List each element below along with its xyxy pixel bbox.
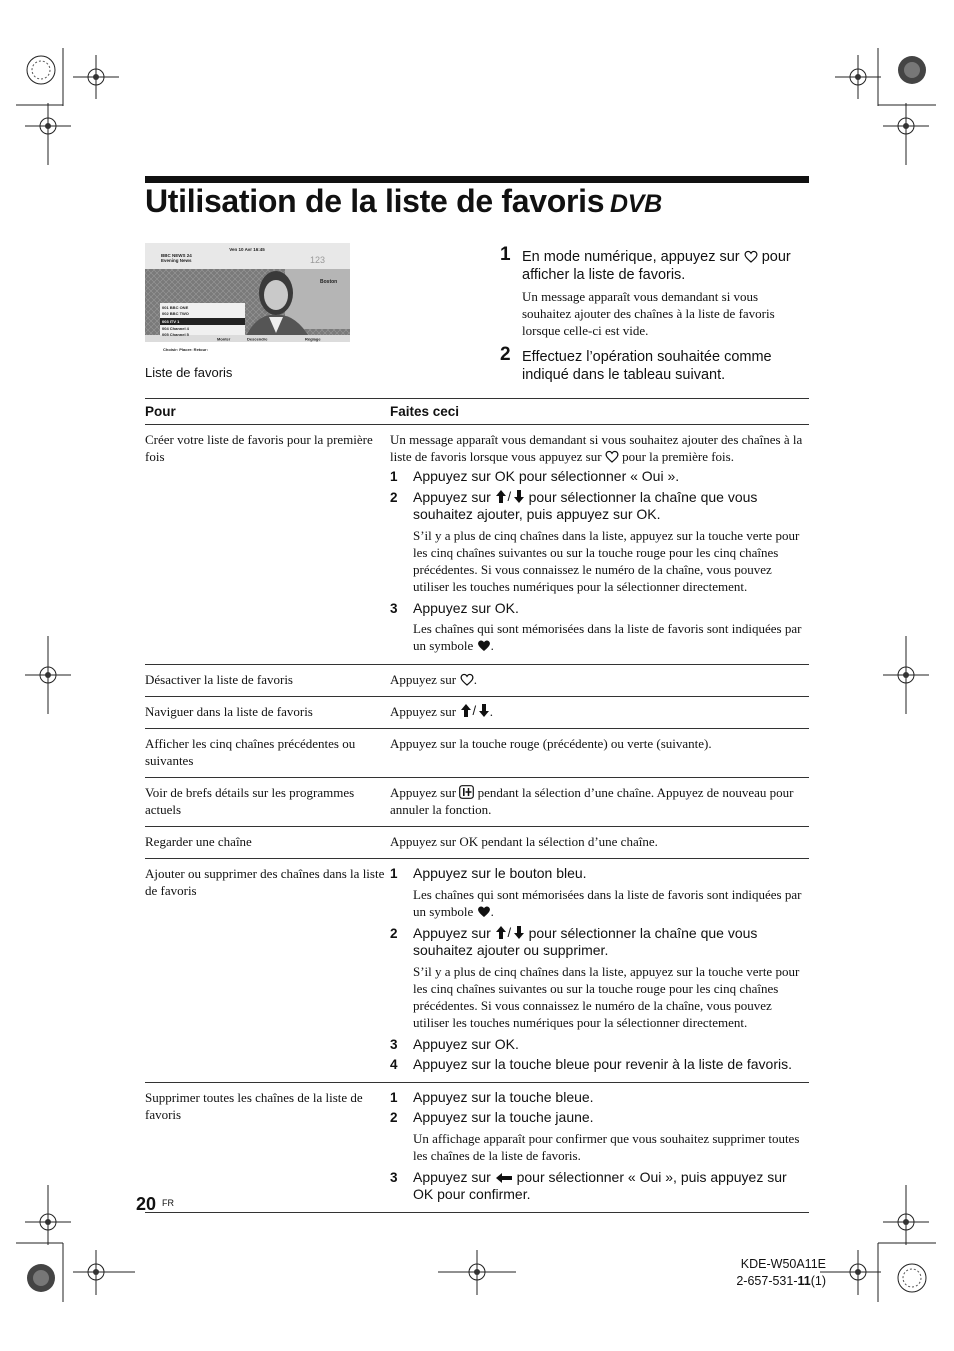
svg-text:/: /: [507, 924, 511, 940]
list-item: 4 Appuyez sur la touche bleue pour revenir à la liste de favoris.: [390, 1056, 809, 1074]
row-content: [390, 859, 809, 1083]
list-item-note-text: Les chaînes qui sont mémorisées dans la liste de favoris sont indiquées par un symbole: [413, 886, 802, 919]
screen-bottom: Choisir: Placer: Retour:: [163, 347, 208, 352]
heart-outline-icon: [460, 673, 474, 686]
list-item-note: S’il y a plus de cinq chaînes dans la liste, appuyez sur la touche verte pour les cinq chaînes suivantes ou sur la touche rouge pour les cinq chaînes précédentes. Si vous connaissez le numéro de la chaîne, vous pouvez utiliser les touches numériques pour la sélectionner directement.: [413, 527, 800, 594]
row-text: Appuyez sur: [390, 785, 457, 800]
list-item: 1 Appuyez sur le bouton bleu. Les chaînes qui sont mémorisées dans la liste de favoris sont indiquées par un symbole .: [390, 865, 809, 922]
screen-program: BBC NEWS 24: [161, 253, 192, 258]
model-number: KDE-W50A11E: [740, 1257, 826, 1271]
screen-channel: 005 Channel 5: [162, 332, 189, 337]
list-item: 3 Appuyez sur OK.: [390, 1036, 809, 1054]
list-item: 1 Appuyez sur OK pour sélectionner « Oui ».: [390, 468, 809, 486]
left-arrow-icon: [495, 1172, 513, 1184]
dvb-logo-icon: [610, 191, 668, 215]
list-item-note: S’il y a plus de cinq chaînes dans la liste, appuyez sur la touche verte pour les cinq chaînes suivantes ou sur la touche rouge pour les cinq chaînes précédentes. Si vous connaissez le numéro de la chaîne, vous pouvez utiliser les touches numériques pour la sélectionner directement.: [413, 963, 800, 1030]
tv-screen-illustration: [145, 243, 350, 358]
up-down-arrows-icon: [495, 925, 525, 940]
row-text: Appuyez sur: [390, 672, 457, 687]
screen-bar-label: Réglage: [305, 336, 321, 342]
list-item-text: Appuyez sur le bouton bleu.: [413, 865, 587, 881]
list-item: 2 Appuyez sur / pour sélectionner la chaîne que vous souhaitez ajouter, puis appuyez sur OK. S’il y a plus de cinq chaînes dans la liste, appuyez sur la touche verte pour les cinq chaînes suivantes ou sur la touche rouge pour les cinq chaînes précédentes. Si vous connaissez le numéro de la chaîne, vous pouvez utiliser les touches numériques pour la sélectionner directement.: [390, 489, 809, 597]
screen-city: Boston: [320, 279, 338, 285]
figure-caption: Liste de favoris: [145, 365, 233, 380]
info-button-icon: [459, 785, 474, 799]
row-label: Supprimer toutes les chaînes de la liste de favoris: [145, 1082, 390, 1212]
screen-bar-label: Monter: [217, 336, 231, 342]
screen-channel: 002 BBC TWO: [162, 311, 189, 316]
row-intro: [390, 431, 809, 465]
row-content: [390, 729, 809, 778]
row-label: Regarder une chaîne: [145, 827, 390, 859]
code-suffix: (1): [810, 1274, 826, 1288]
heart-outline-icon: [605, 450, 619, 463]
list-item: 3 Appuyez sur pour sélectionner « Oui », puis appuyez sur OK pour confirmer.: [390, 1168, 787, 1202]
header-faites-ceci: Faites ceci: [390, 399, 809, 425]
table-row: [145, 778, 809, 827]
row-intro-text: Un message apparaît vous demandant si vous souhaitez ajouter des chaînes à la liste de favoris lorsque vous appuyez sur: [390, 432, 803, 464]
step-number: 2: [500, 344, 511, 365]
list-item-text: Appuyez sur: [413, 1168, 491, 1185]
heart-outline-icon: [744, 250, 758, 263]
dvb-logo-text: DVB: [610, 191, 663, 215]
row-label: Afficher les cinq chaînes précédentes ou suivantes: [145, 729, 390, 778]
list-item: 2 Appuyez sur la touche jaune. Un affichage apparaît pour confirmer que vous souhaitez supprimer toutes les chaînes de la liste de favoris.: [390, 1109, 809, 1166]
list-item-text: Appuyez sur OK.: [413, 1035, 519, 1052]
row-content: [390, 425, 809, 665]
screen-number: 123: [310, 255, 326, 265]
row-text: Appuyez sur la touche rouge (précédente) ou verte (suivante).: [390, 736, 712, 751]
row-content: [390, 827, 809, 859]
screen-channel: 003 ITV 1: [162, 319, 180, 324]
list-item: 1 Appuyez sur la touche bleue.: [390, 1089, 809, 1107]
row-content: Appuyez sur .: [390, 665, 809, 697]
step-2: Effectuez l’opération souhaitée comme indiqué dans le tableau suivant.: [522, 349, 772, 383]
row-label: Créer votre liste de favoris pour la première fois: [145, 425, 390, 665]
page-title: [145, 183, 668, 220]
list-item-text-end: pour sélectionner la chaîne que vous souhaitez ajouter, puis appuyez sur OK.: [413, 488, 758, 522]
row-label: Naviguer dans la liste de favoris: [145, 697, 390, 729]
step-number: 1: [500, 244, 511, 265]
list-item-note: Les chaînes qui sont mémorisées dans la liste de favoris sont indiquées par un symbole .: [413, 886, 802, 919]
list-item: 2 Appuyez sur / pour sélectionner la chaîne que vous souhaitez ajouter ou supprimer. S’il y a plus de cinq chaînes dans la liste, appuyez sur la touche verte pour les cinq chaînes suivantes ou sur la touche rouge pour les cinq chaînes précédentes. Si vous connaissez le numéro de la chaîne, vous pouvez utiliser les touches numériques pour la sélectionner directement.: [390, 925, 809, 1033]
screen-program-sub: Evening News: [161, 258, 192, 263]
svg-text:/: /: [472, 703, 476, 718]
step-1: [522, 248, 812, 339]
up-down-arrows-icon: [495, 489, 525, 504]
table-row: [145, 827, 809, 859]
row-intro-end: pour la première fois.: [622, 449, 734, 464]
page-language: FR: [162, 1198, 174, 1208]
step-1-note: Un message apparaît vous demandant si vous souhaitez ajouter des chaînes à la liste de favoris lorsque celle-ci est vide.: [522, 289, 775, 338]
table-row: [145, 665, 809, 697]
page-number: 20: [136, 1194, 157, 1214]
row-text-end: pendant la sélection d’une chaîne. Appuyez de nouveau pour annuler la fonction.: [390, 785, 794, 817]
list-item-text: Appuyez sur OK pour sélectionner « Oui ».: [413, 468, 680, 484]
table-header: [145, 399, 809, 425]
code-prefix: 2-657-531-: [736, 1274, 798, 1288]
screen-channel: 001 BBC ONE: [162, 305, 189, 310]
row-text: Appuyez sur: [390, 704, 457, 719]
table-row: [145, 729, 809, 778]
row-content: [390, 778, 809, 827]
title-rule: [145, 176, 809, 183]
list-item-note-text: Les chaînes qui sont mémorisées dans la liste de favoris sont indiquées par un symbole: [413, 621, 802, 653]
header-pour: Pour: [145, 399, 390, 425]
table-row: [145, 425, 809, 665]
table-row: [145, 697, 809, 729]
list-item-text: Appuyez sur la touche bleue.: [413, 1088, 594, 1105]
tv-screen-graphic: [145, 243, 350, 358]
title-text: Utilisation de la liste de favoris: [145, 183, 605, 219]
list-item: 3 Appuyez sur OK. Les chaînes qui sont mémorisées dans la liste de favoris sont indiquées par un symbole .: [390, 600, 809, 657]
screen-channel: 004 Channel 4: [162, 326, 189, 331]
row-content: Appuyez sur / .: [390, 697, 809, 729]
heart-filled-icon: [477, 639, 491, 652]
screen-date: Ven 10 Avr 16:45: [229, 247, 265, 252]
instructions-table: [145, 398, 809, 1213]
list-item-text-end: pour sélectionner la chaîne que vous souhaitez ajouter ou supprimer.: [413, 924, 758, 958]
list-item-text: Appuyez sur la touche bleue pour revenir à la liste de favoris.: [413, 1056, 792, 1072]
row-text: Appuyez sur OK pendant la sélection d’une chaîne.: [390, 834, 658, 849]
step-1-text-end: pour afficher la liste de favoris.: [522, 249, 791, 283]
list-item-text: Appuyez sur: [413, 488, 491, 505]
document-code: [736, 1272, 826, 1290]
list-item-text: Appuyez sur OK.: [413, 599, 519, 616]
list-item-text-end: pour sélectionner « Oui », puis appuyez sur OK pour confirmer.: [413, 1168, 787, 1202]
row-label: Désactiver la liste de favoris: [145, 665, 390, 697]
row-label: Voir de brefs détails sur les programmes actuels: [145, 778, 390, 827]
step-1-text: En mode numérique, appuyez sur: [522, 249, 740, 265]
row-label: Ajouter ou supprimer des chaînes dans la liste de favoris: [145, 859, 390, 1083]
list-item-note: Un affichage apparaît pour confirmer que vous souhaitez supprimer toutes les chaînes de la liste de favoris.: [413, 1130, 800, 1163]
heart-filled-icon: [477, 905, 491, 918]
up-down-arrows-icon: [460, 703, 490, 718]
screen-bar-label: Descendre: [247, 336, 268, 342]
code-bold: 11: [797, 1274, 811, 1288]
table-row: [145, 1082, 809, 1212]
list-item-text: Appuyez sur la touche jaune.: [413, 1109, 594, 1125]
svg-text:/: /: [507, 488, 511, 504]
row-content: [390, 1082, 809, 1212]
table-row: [145, 859, 809, 1083]
list-item-text: Appuyez sur: [413, 924, 491, 941]
list-item-note: Les chaînes qui sont mémorisées dans la liste de favoris sont indiquées par un symbole .: [413, 621, 802, 653]
